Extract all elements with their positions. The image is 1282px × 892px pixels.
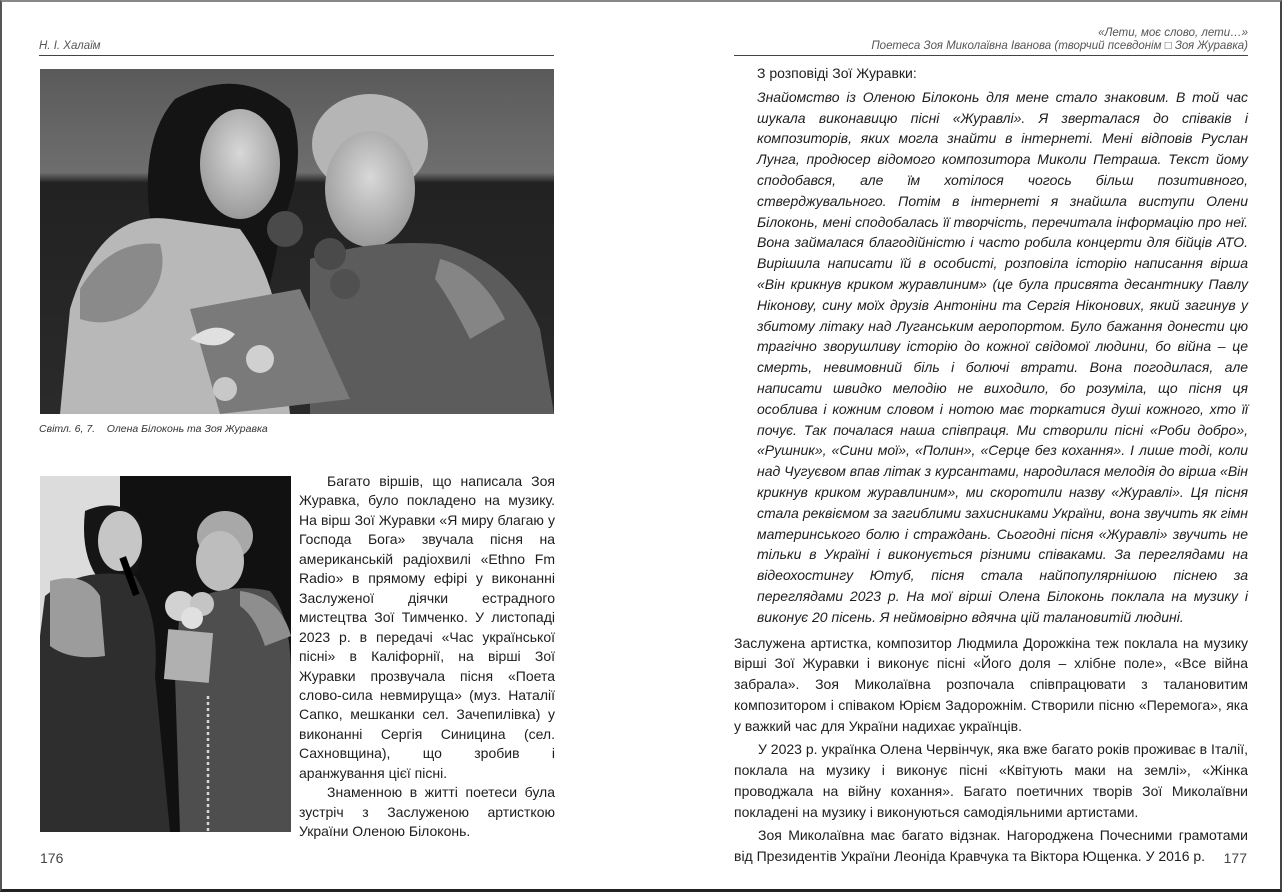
quote-intro: З розповіді Зої Журавки: [757, 65, 917, 81]
right-body-text [734, 63, 1248, 866]
header-rule [734, 55, 1248, 56]
paragraph: Зоя Миколаївна має багато відзнак. Нагороджена Почесними грамотами від Президентів України Леоніда Кравчука та Віктора Ющенка. У 2016 р. [734, 826, 1248, 864]
quoted-story: Знайомство із Оленою Білоконь для мене стало знаковим. В той час шукала виконавицю пісні «Журавлі». Я зверталася до співаків і композиторів, яких могла знайти в інтернеті. Мені відповів Руслан Лунга, продюсер відомого композитора Миколи Петраша. Текст йому сподобався, але їм хотілося чогось більш позитивного, стверджувального. Потім в інтернеті я знайшла виступи Олени Білоконь, мені сподобалась її творчість, перечитала інформацію про неї. Вона займалася благодійністю і часто робила концерти для бійців АТО. Вирішила написати їй в особисті, розповіла історію написання вірша «Він крикнув криком журавлиним» (це була присвята десантнику Павлу Ніконову, сину моїх друзів Антоніни та Сергія Ніконових, який загинув у збитому літаку над Луганським аеропортом. Було бажання донести цю трагічно зворушливу історію до кожної свідомої людини, бо війна – це смерть, невимовний біль і болючі втрати. Вона погодилася, але написати швидко мелодію не виходило, бо розуміла, що пісня ця особлива і кожним словом і нотою має торкатися душі кожного, хто її почує. Так почалася наша співпраця. Ми створили пісні «Роби добро», «Рушник», «Сини мої», «Полин», «Серце без кохання». І лише тоді, коли над Чугуєвом впав літак з курсантами, народилася мелодія до вірша «Він крикнув криком журавлиним», ми скоротили назву «Журавлі». Ця пісня стала реквіємом за загиблими захисниками України, вона звучить як гімн материнського болю і страждань. Сьогодні пісня «Журавлі» звучить не тільки в Україні і виконується різними співаками. За переглядами на відеохостингу Ютуб, пісня стала найпопулярнішою піснею за переглядами 2023 р. На мої вірші Олена Білоконь поклала на музику і виконує 20 пісень. Я неймовірно вдячна цій талановитій людині. [757, 88, 1248, 625]
running-head-line2: Поетеса Зоя Миколаївна Іванова (творчий псевдонім □ Зоя Журавка) [871, 40, 1248, 52]
running-head-line1: «Лети, моє слово, лети…» [1098, 27, 1248, 39]
running-head-author: Н. І. Халаїм [39, 40, 101, 52]
paragraph: У 2023 р. українка Олена Червінчук, яка вже багато років проживає в Італії, поклала на музику і виконує пісні «Квітують маки на землі», «Жінка проводжала на війну кохання». Багато поетичних творів Зої Миколаївни покладені на музику і виконуються самодіяльними артистами. [734, 741, 1248, 820]
left-body-text [299, 472, 555, 842]
photo-illustration [40, 69, 554, 414]
photo-two-women-with-roses [40, 69, 554, 414]
photo-illustration [40, 476, 291, 832]
photo-two-women-on-stage [40, 476, 291, 832]
header-rule [39, 55, 554, 56]
left-page [2, 2, 642, 892]
running-head-title [871, 27, 1248, 53]
body-paragraphs [734, 633, 1248, 867]
page-number: 177 [1223, 850, 1247, 866]
paragraph: Знаменною в житті поетеси була зустріч з Заслуженою артисткою України Оленою Білоконь. [299, 784, 555, 840]
page-number: 176 [40, 850, 64, 866]
paragraph: Багато віршів, що написала Зоя Журавка, було покладено на музику. На вірш Зої Журавки «Я миру благаю у Господа Бога» звучала пісня на американській радіохвилі «Ethno Fm Radio» в прямому ефірі у виконанні Заслуженої діячки естрадного мистецтва Зої Тимченко. У листопаді 2023 р. в передачі «Час української пісні» в Каліфорнії, на вірші Зої Журавки прозвучала пісня «Поета слово-сила невмируща» (муз. Наталії Сапко, мешканки сел. Зачепилівка) у виконанні Сергія Синицина (сел. Сахновщина), що зробив і аранжування цієї пісні. [299, 473, 555, 781]
photo-caption: Світл. 6, 7. Олена Білоконь та Зоя Журавка [39, 423, 268, 435]
right-page [642, 2, 1282, 892]
paragraph: Заслужена артистка, композитор Людмила Дорожкіна теж поклала на музику вірші Зої Журавки і виконує пісні «Його доля – хлібне поле», «Все війна забрала». Зоя Миколаївна розпочала співпрацювати з талановитим композитором і співаком Юрієм Задорожнім. Створили пісню «Перемога», яка у важкий час для України надихає українців. [734, 634, 1248, 735]
